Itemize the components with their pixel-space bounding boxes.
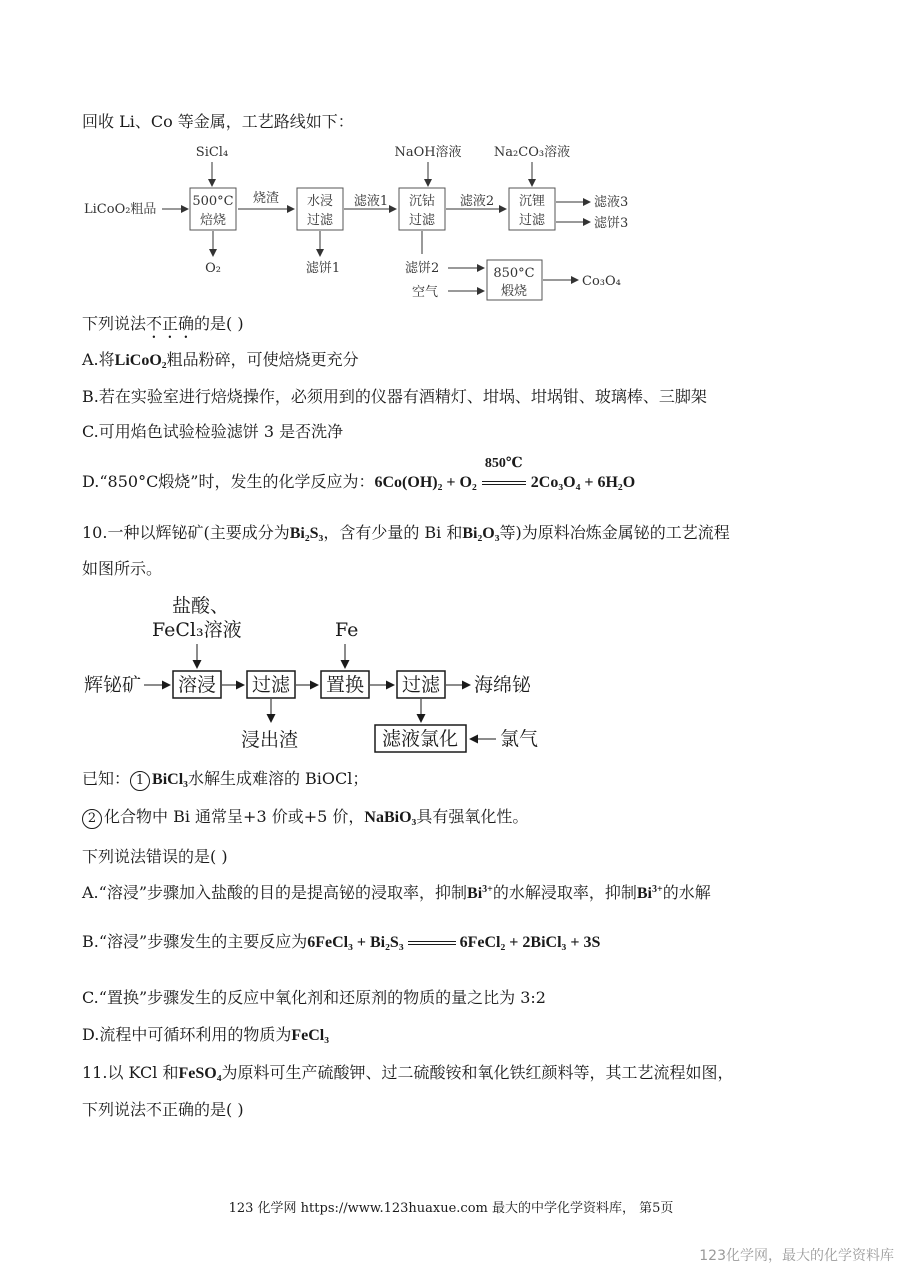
box-filter-1: 过滤: [251, 674, 291, 696]
q10-question: 下列说法错误的是( ): [82, 847, 228, 866]
box-displacement: 置换: [325, 674, 365, 696]
q11-stem-line1: 11.以 KCl 和FeSO₄为原料可生产硫酸钾、过二硫酸铵和氧化铁红颜料等，其工艺流程如图，: [82, 1063, 734, 1082]
reagent-na2co3: Na₂CO₃溶液: [493, 145, 571, 160]
intro-text: 回收 Li、Co 等金属，工艺路线如下：: [82, 112, 354, 131]
leach-residue: 浸出渣: [241, 729, 299, 751]
equals-sign: [408, 941, 456, 945]
box-filter-2: 过滤: [401, 674, 441, 696]
label-filtrate-1: 滤液1: [353, 194, 389, 209]
reagent-fe: Fe: [335, 619, 359, 641]
reaction-condition: 850℃: [480, 471, 528, 493]
label-filtrate-2: 滤液2: [459, 194, 495, 209]
reagent-naoh: NaOH溶液: [394, 145, 462, 160]
q9-option-b: B.若在实验室进行焙烧操作，必须用到的仪器有酒精灯、坩埚、坩埚钳、玻璃棒、三脚架: [82, 387, 707, 406]
circled-number-2: 2: [82, 809, 102, 829]
filter-cake-1: 滤饼1: [305, 261, 341, 276]
known-1: 已知： 1 BiCl₃水解生成难溶的 BiOCl；: [82, 768, 368, 791]
reagent-cl2: 氯气: [500, 728, 539, 750]
box-co-a: 沉钴: [408, 194, 436, 209]
q9-stem: 下列说法不正确的是( ): [82, 314, 244, 333]
q10-stem-line1: 10.一种以辉铋矿(主要成分为Bi₂S₃，含有少量的 Bi 和Bi₂O₃等)为原料冶炼金属铋的工艺流程: [82, 523, 730, 542]
flowchart-bismuth: [0, 590, 902, 760]
raw-licoo2: LiCoO₂粗品: [84, 202, 157, 217]
raw-bismuthinite: 辉铋矿: [84, 674, 142, 696]
product-sponge-bi: 海绵铋: [474, 674, 532, 696]
box-li-b: 过滤: [518, 213, 546, 228]
filtrate-3: 滤液3: [594, 195, 629, 210]
filter-cake-2: 滤饼2: [405, 261, 440, 276]
box-calcine-label: 煅烧: [500, 284, 528, 299]
page-footer: 123 化学网 https://www.123huaxue.com 最大的中学化学资料库， 第5页: [228, 1201, 674, 1216]
reagent-sicl4: SiCl₄: [195, 145, 229, 160]
equation-rhs: 2Co₃O₄ + 6H₂O: [530, 474, 636, 491]
circled-number-1: 1: [130, 771, 150, 791]
reagent-air: 空气: [412, 285, 439, 300]
box-calcine-temp: 850°C: [493, 266, 535, 281]
box-co-b: 过滤: [408, 213, 436, 228]
product-co3o4: Co₃O₄: [582, 274, 621, 289]
box-roast-label: 焙烧: [199, 213, 227, 228]
product-o2: O₂: [205, 261, 221, 276]
equation-lhs: 6Co(OH)₂ + O₂: [374, 474, 477, 491]
q10-stem-line2: 如图所示。: [82, 559, 163, 578]
box-roast-temp: 500°C: [192, 194, 234, 209]
box-leach-b: 过滤: [306, 213, 334, 228]
q10-option-d: D.流程中可循环利用的物质为FeCl₃: [82, 1025, 330, 1044]
known-2: 2 化合物中 Bi 通常呈+3 价或+5 价，NaBiO₃具有强氧化性。: [82, 806, 528, 829]
q10-option-b: B.“溶浸”步骤发生的主要反应为6FeCl₃ + Bi₂S₃ 6FeCl₂ + 2BiCl₃ + 3S: [82, 932, 601, 951]
reagent-fecl3: FeCl₃溶液: [152, 619, 242, 641]
watermark: 123化学网，最大的化学资料库: [699, 1248, 894, 1264]
box-leach: 溶浸: [177, 674, 217, 696]
box-chlorination: 滤液氯化: [381, 728, 459, 750]
q9-option-a: A.将LiCoO₂粗品粉碎，可使焙烧更充分: [82, 350, 359, 369]
box-leach-a: 水浸: [306, 194, 334, 209]
reagent-hcl: 盐酸、: [172, 595, 230, 617]
label-slag: 烧渣: [252, 191, 280, 206]
q9-option-d: D.“850°C煅烧”时，发生的化学反应为：6Co(OH)₂ + O₂ 850℃ 2Co₃O₄ + 6H₂O: [82, 456, 636, 491]
q11-stem-line2: 下列说法不正确的是( ): [82, 1100, 244, 1119]
flowchart-licoo2: [0, 138, 902, 308]
q9-option-c: C.可用焰色试验检验滤饼 3 是否洗净: [82, 422, 344, 441]
q10-option-a: A.“溶浸”步骤加入盐酸的目的是提高铋的浸取率，抑制$Bi^{3+}$的水解浸取率，抑制$Bi^{3+}$的水解: [82, 883, 711, 902]
emphasis-word: 不正确: [146, 314, 195, 333]
q10-option-c: C.“置换”步骤发生的反应中氧化剂和还原剂的物质的量之比为 3:2: [82, 988, 546, 1007]
filter-cake-3: 滤饼3: [594, 216, 629, 231]
box-li-a: 沉锂: [518, 194, 546, 209]
